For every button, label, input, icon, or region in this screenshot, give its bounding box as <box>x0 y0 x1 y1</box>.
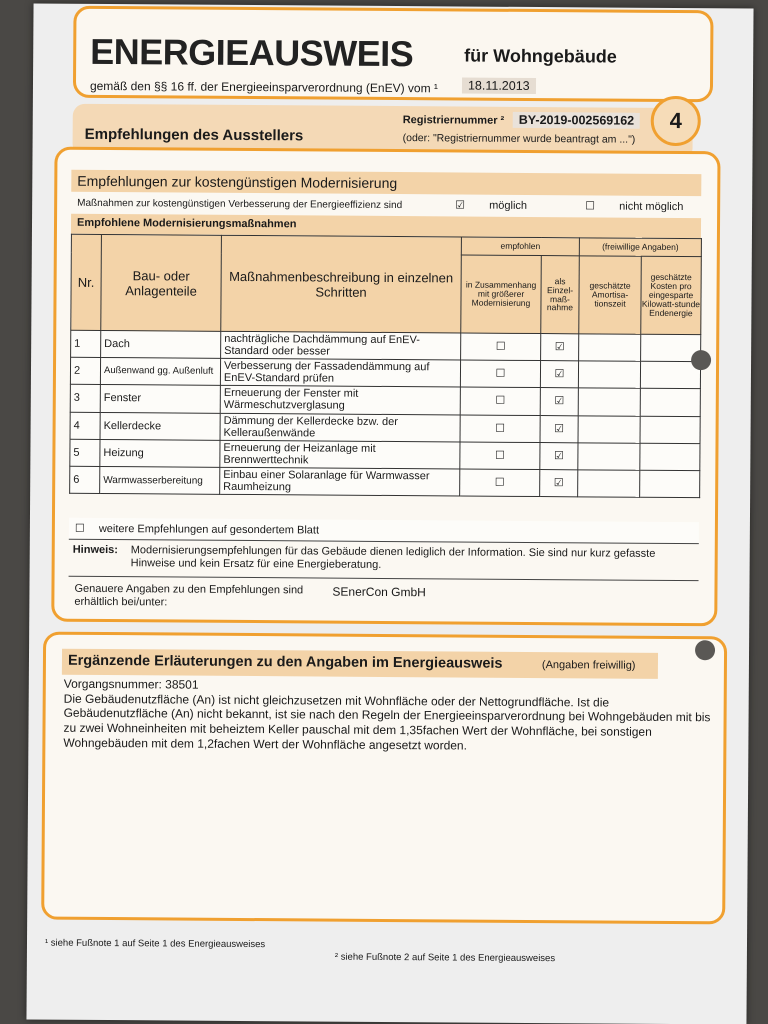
row-single-checkbox[interactable]: ☑ <box>540 388 578 415</box>
hint-block <box>69 542 699 578</box>
row-in-context-checkbox[interactable]: ☐ <box>460 442 540 470</box>
punch-hole <box>691 350 711 370</box>
row-single-checkbox[interactable]: ☑ <box>540 415 578 442</box>
row-component: Warmwasserbereitung <box>100 466 220 494</box>
row-description: Verbesserung der Fassadendämmung auf EnEV-Standard prüfen <box>220 359 460 388</box>
contact-label: Genauere Angaben zu den Empfehlungen sind erhältlich bei/unter: <box>74 582 304 609</box>
row-cost <box>640 361 700 389</box>
explanations-title-text: Ergänzende Erläuterungen zu den Angaben im Energieausweis <box>67 652 503 672</box>
col-description: Maßnahmenbeschreibung in einzelnen Schritten <box>221 235 462 333</box>
row-in-context-checkbox[interactable]: ☐ <box>460 387 540 415</box>
row-in-context-checkbox[interactable]: ☐ <box>460 360 540 388</box>
footnote-2: ² siehe Fußnote 2 auf Seite 1 des Energieausweises <box>334 951 556 965</box>
possible-checkbox[interactable]: ☑ <box>455 199 466 212</box>
row-amortization <box>578 388 640 416</box>
row-in-context-checkbox[interactable]: ☐ <box>460 469 540 497</box>
row-component: Kellerdecke <box>100 412 220 440</box>
table-row <box>70 466 700 498</box>
further-recommendations-row <box>69 518 699 544</box>
col-nr: Nr. <box>71 234 102 330</box>
row-nr: 5 <box>70 439 100 466</box>
explanations-box <box>41 632 727 925</box>
table-row <box>70 385 700 417</box>
row-single-checkbox[interactable]: ☑ <box>540 442 578 469</box>
row-in-context-checkbox[interactable]: ☐ <box>460 415 540 443</box>
footnote-1: ¹ siehe Fußnote 1 auf Seite 1 des Energieausweises <box>44 937 266 951</box>
registration-note: (oder: "Registriernummer wurde beantragt am ...") <box>402 132 636 146</box>
row-nr: 3 <box>70 385 100 412</box>
row-description: Dämmung der Kellerdecke bzw. der Kelleraußenwände <box>220 413 460 442</box>
possible-label: möglich <box>489 199 528 212</box>
certificate-title: ENERGIEAUSWEIS <box>90 30 414 75</box>
explanations-text: Die Gebäudenutzfläche (An) ist nicht gleichzusetzen mit Wohnfläche oder der Nettogrundfläche. Ist die Gebäudenutzfläche (An) nicht bekannt, ist sie nach den Regeln der Energieeinsparverordnung bei Wohngebäuden mit bis zu zwei Wohneinheiten mit beheiztem Keller pauschal mit dem 1,35fachen Wert der Wohnfläche, bei sonstigen Wohngebäuden mit dem 1,2fachen Wert der Wohnfläche angesetzt worden. <box>63 691 711 753</box>
hint-label: Hinweis: <box>72 543 119 557</box>
not-possible-checkbox[interactable]: ☐ <box>585 200 596 213</box>
row-cost <box>640 416 700 444</box>
contact-block <box>68 576 698 612</box>
registration-number: BY-2019-002569162 <box>513 112 640 129</box>
table-row <box>71 330 701 362</box>
recommendations-box <box>51 147 720 627</box>
measures-table <box>69 234 702 499</box>
row-component: Dach <box>101 330 221 358</box>
col-recommended: empfohlen <box>461 237 579 256</box>
row-single-checkbox[interactable]: ☑ <box>540 361 578 388</box>
row-component: Fenster <box>100 385 220 413</box>
further-label: weitere Empfehlungen auf gesondertem Blatt <box>98 522 320 537</box>
certificate-header <box>73 6 714 102</box>
further-checkbox[interactable]: ☐ <box>74 522 85 535</box>
row-cost <box>640 443 700 471</box>
not-possible-label: nicht möglich <box>619 200 684 214</box>
table-row <box>70 357 700 389</box>
law-reference: gemäß den §§ 16 ff. der Energieeinsparverordnung (EnEV) vom ¹ <box>89 78 439 96</box>
document-page <box>26 3 753 1024</box>
row-in-context-checkbox[interactable]: ☐ <box>461 333 541 361</box>
row-amortization <box>579 334 641 362</box>
row-amortization <box>578 361 640 389</box>
row-cost <box>640 389 700 417</box>
col-optional: (freiwillige Angaben) <box>579 238 701 257</box>
section-title: Empfehlungen des Ausstellers <box>84 125 304 145</box>
case-number: Vorgangsnummer: 38501 <box>63 676 199 692</box>
explanations-title <box>62 649 658 679</box>
row-component: Heizung <box>100 439 220 467</box>
col-cost: geschätzte Kosten pro eingesparte Kilowatt-stunde Endenergie <box>641 256 702 334</box>
row-amortization <box>578 443 640 471</box>
row-nr: 2 <box>70 357 100 384</box>
contact-value: SEnerCon GmbH <box>332 584 426 600</box>
row-nr: 1 <box>71 330 101 357</box>
registration-label: Registriernummer ² <box>402 114 505 127</box>
row-single-checkbox[interactable]: ☑ <box>541 334 579 361</box>
explanations-optional-note: (Angaben freiwillig) <box>541 659 636 672</box>
measures-possible-text: Maßnahmen zur kostengünstigen Verbesserung der Energieeffizienz sind <box>77 197 403 212</box>
row-description: Erneuerung der Fenster mit Wärmeschutzverglasung <box>220 386 460 415</box>
row-component: Außenwand gg. Außenluft <box>100 358 220 386</box>
measures-heading: Empfohlene Modernisierungsmaßnahmen <box>71 214 701 238</box>
col-amortization: geschätzte Amortisa-tionszeit <box>579 256 642 334</box>
row-single-checkbox[interactable]: ☑ <box>540 469 578 496</box>
col-single: als Einzel-maß-nahme <box>541 256 580 334</box>
measures-table-wrap <box>69 214 701 499</box>
row-description: Einbau einer Solaranlage für Warmwasser Raumheizung <box>220 467 460 496</box>
row-cost <box>640 470 700 498</box>
row-amortization <box>578 470 640 498</box>
hint-text: Modernisierungsempfehlungen für das Gebäude dienen lediglich der Information. Sie sind nur kurz gefasste Hinweise und kein Ersatz für eine Energieberatung. <box>130 544 656 572</box>
row-nr: 4 <box>70 412 100 439</box>
recommendations-title: Empfehlungen zur kostengünstigen Modernisierung <box>71 170 701 196</box>
table-row <box>70 412 700 444</box>
page-number: 4 <box>651 96 701 146</box>
row-nr: 6 <box>70 466 100 493</box>
certificate-subtitle: für Wohngebäude <box>464 45 617 67</box>
row-amortization <box>578 415 640 443</box>
row-description: nachträgliche Dachdämmung auf EnEV-Standard oder besser <box>221 331 461 360</box>
table-row <box>70 439 700 471</box>
explanations-body <box>63 677 713 755</box>
punch-hole <box>695 640 715 660</box>
row-description: Erneuerung der Heizanlage mit Brennwerttechnik <box>220 440 460 469</box>
col-in-context: in Zusammenhang mit größerer Modernisierung <box>461 255 542 334</box>
law-date: 18.11.2013 <box>462 77 536 94</box>
col-component: Bau- oder Anlagenteile <box>101 234 222 331</box>
